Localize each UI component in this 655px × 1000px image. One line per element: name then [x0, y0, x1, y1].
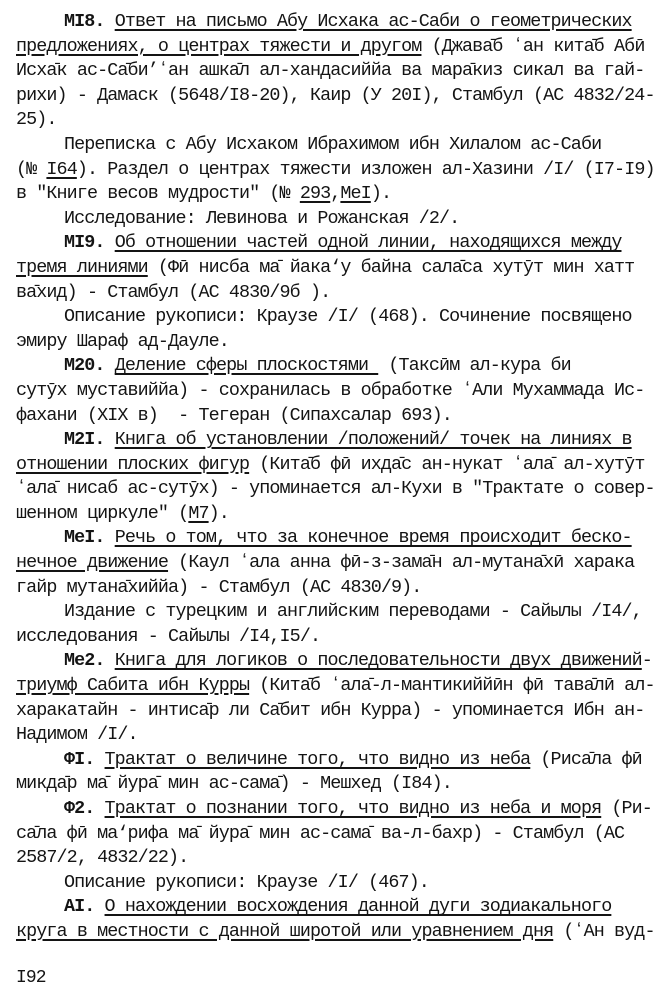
text-run: (Фӣ нисба ма̄ йака‘у байна сала̄са хутӯт мин хатт [147, 256, 635, 278]
text-line [16, 428, 632, 453]
entry-code: MI9. [64, 232, 115, 254]
text-line [16, 723, 606, 748]
text-run: Исследование: Левинова и Рожанская /2/. [64, 207, 460, 229]
underlined-title: M7 [188, 502, 209, 524]
text-run: фахани (XIX в) - Тегеран (Сипахсалар 693). [16, 404, 452, 426]
entry-code: МеI. [64, 527, 115, 549]
underlined-title: Трактат о величине того, что видно из неба [104, 748, 531, 770]
underlined-title: Деление сферы плоскостями [114, 355, 379, 377]
underlined-title: МеI [340, 183, 371, 205]
text-run: Исха̄к ас-Са̄би’ʻан ашка̄л ал-хандасиййа ва мара̄киз сикал ва гай- [16, 60, 645, 82]
text-line [16, 551, 635, 576]
text-run: са̄ла фӣ ма‘рифа ма̄ йура̄ мин ас-сама̄ ва-л-бахр) - Стамбул (АС [16, 822, 625, 844]
underlined-title: 293 [299, 183, 331, 205]
text-line [16, 379, 645, 404]
text-line [16, 526, 632, 551]
text-line [16, 305, 632, 330]
underlined-title: Книга для логиков о последовательности двух движений [114, 650, 642, 672]
text-run: (Кита̄б фӣ ихда̄с ан-нукат ʻала̄ ал-хутӯт [249, 453, 645, 475]
underlined-title: I64 [46, 158, 77, 180]
text-line [16, 108, 606, 133]
text-line [16, 453, 645, 478]
underlined-title: О нахождении восхождения данной дуги зодиакального [104, 896, 612, 918]
text-line [16, 477, 655, 502]
entry-code: M20. [64, 355, 115, 377]
text-run: микда̄р ма̄ йура̄ мин ас-сама̄) - Мешхед (I84). [16, 773, 452, 795]
underlined-title: Ответ на письмо Абу Исхака ас-Саби о геометрических [114, 11, 632, 32]
text-line [16, 748, 642, 773]
text-run: (ʻАн вуд- [553, 920, 655, 942]
text-line [16, 871, 606, 896]
text-run: в "Книге весов мудрости" (№ [16, 183, 300, 205]
text-line [16, 158, 655, 183]
text-run: Надимом /I/. [16, 724, 138, 746]
entry-code: ФI. [64, 748, 105, 770]
text-run: ва̄хид) - Стамбул (АС 4830/9б ). [16, 281, 331, 303]
text-run: сутӯх муставиййа) - сохранилась в обработке ʻАли Мухаммада Ис- [16, 379, 645, 401]
text-line [16, 699, 645, 724]
text-run: исследования - Сайылы /I4,I5/. [16, 625, 321, 647]
text-run: гайр мутана̄хиййа) - Стамбул (АС 4830/9). [16, 576, 422, 598]
underlined-title: нечное движение [16, 552, 169, 574]
page-number: I92 [16, 968, 46, 988]
text-run: рихи) - Дамаск (5648/I8-20), Каир (У 20I), Стамбул (АС 4832/24- [16, 84, 655, 106]
underlined-title: отношении плоских фигур [16, 453, 250, 475]
text-run: шенном циркуле" ( [16, 502, 189, 524]
text-line [16, 625, 606, 650]
underlined-title: круга в местности с данной широтой или уравнением дня [16, 920, 554, 942]
underlined-title: триумф Сабита ибн Курры [16, 675, 250, 697]
text-line [16, 330, 606, 355]
text-line [16, 600, 642, 625]
text-run: Издание с турецким и английским переводами - Сайылы /I4/, [64, 601, 642, 623]
underlined-title: тремя линиями [16, 256, 148, 278]
entry-code: MI8. [64, 11, 115, 32]
text-line [16, 674, 655, 699]
text-run: 25). [16, 109, 57, 131]
text-run: (№ [16, 158, 47, 180]
underlined-title: Речь о том, что за конечное время происходит беско- [114, 527, 632, 549]
text-run: (Таксӣм ал-кура би [378, 355, 571, 377]
text-run: Переписка с Абу Исхаком Ибрахимом ибн Хилалом ас-Саби [64, 133, 602, 155]
text-line [16, 207, 606, 232]
text-line [16, 84, 655, 109]
underlined-title: Трактат о познании того, что видно из неба и моря [104, 798, 602, 819]
text-run: (Джава̄б ʻан кита̄б Абӣ [421, 35, 645, 57]
text-line [16, 846, 606, 871]
underlined-title: Об отношении частей одной линии, находящихся между [114, 232, 622, 254]
text-run: (Кита̄б ʻала̄-л-мантикиййӣн фӣ тава̄лӣ ал- [249, 675, 655, 697]
text-run: (Каул ʻала анна фӣ-з-зама̄н ал-мутана̄хӣ харака [168, 552, 635, 574]
text-line [16, 182, 606, 207]
text-line [16, 10, 632, 35]
text-run: , [330, 183, 341, 205]
text-line [16, 772, 606, 797]
text-line [16, 354, 606, 379]
text-line [16, 920, 655, 945]
text-line [16, 59, 645, 84]
text-line [16, 649, 652, 674]
text-run: ). Раздел о центрах тяжести изложен ал-Хазини /I/ (I7-I9) [76, 158, 655, 180]
text-run: ). [208, 502, 229, 524]
underlined-title: предложениях, о центрах тяжести и другом [16, 35, 422, 57]
text-line [16, 404, 606, 429]
text-line [16, 281, 606, 306]
text-line [16, 502, 606, 527]
entry-code: Ме2. [64, 650, 115, 672]
text-run: - [641, 650, 652, 672]
text-run: Описание рукописи: Краузе /I/ (467). [64, 871, 429, 893]
entry-code: Ф2. [64, 798, 105, 819]
entry-code: AI. [64, 896, 105, 918]
document-page [16, 10, 655, 945]
text-line [16, 797, 652, 822]
text-run: (Риса̄ла фӣ [530, 748, 642, 770]
text-line [16, 895, 612, 920]
text-line [16, 822, 625, 847]
text-run: (Ри- [601, 798, 652, 819]
text-line [16, 576, 606, 601]
text-run: ). [370, 183, 392, 205]
text-run: эмиру Шараф ад-Дауле. [16, 330, 229, 352]
underlined-title: Книга об установлении /положений/ точек на линиях в [114, 429, 632, 451]
text-run: 2587/2, 4832/22). [16, 847, 189, 869]
text-line [16, 35, 645, 60]
text-run: ʻала̄ нисаб ас-сутӯх) - упоминается ал-Кухи в "Трактате о совер- [16, 478, 655, 500]
text-line [16, 133, 606, 158]
text-run: харакатайн - интиса̄р ли Са̄бит ибн Курра) - упоминается Ибн ан- [16, 699, 645, 721]
entry-code: M2I. [64, 429, 115, 451]
text-line [16, 231, 622, 256]
text-run: Описание рукописи: Краузе /I/ (468). Сочинение посвящено [64, 306, 632, 328]
text-line [16, 256, 635, 281]
